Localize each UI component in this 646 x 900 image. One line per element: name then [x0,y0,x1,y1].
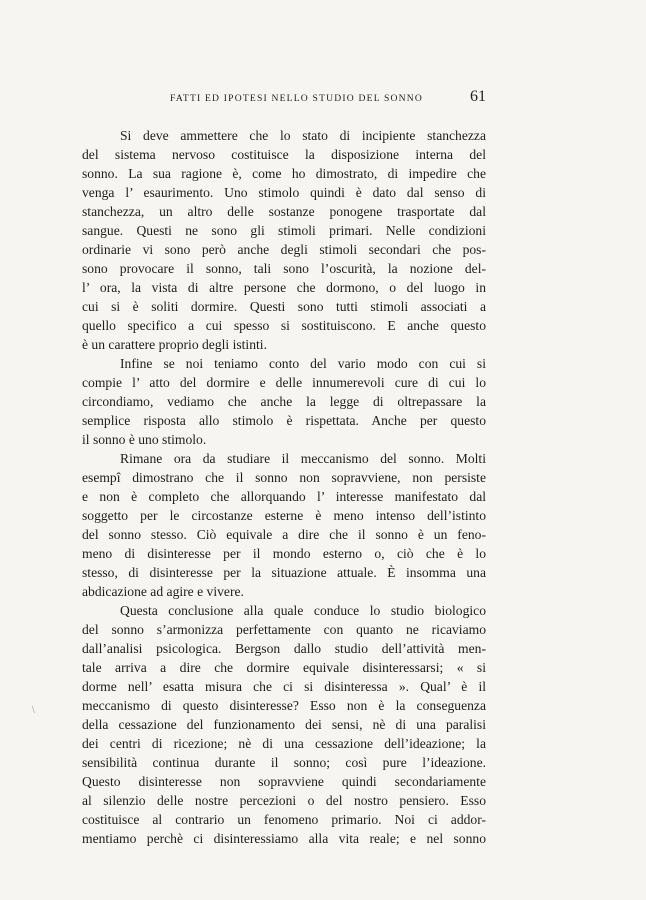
text-line: il sonno è uno stimolo. [82,432,207,447]
text-line: del sonno stesso. Ciò equivale a dire che il sonno è un feno- [82,527,486,542]
text-line: dorme nell’ esatta misura che ci si disinteressa ». Qual’ è il [82,679,486,694]
running-head [82,88,486,110]
text-line: è un carattere proprio degli istinti. [82,337,267,352]
text-line: esempî dimostrano che il sonno non sopravviene, non persiste [82,470,486,485]
text-line: e non è completo che allorquando l’ interesse manifestato dal [82,489,486,504]
text-line: del sonno s’armonizza perfettamente con quanto ne ricaviamo [82,622,486,637]
text-line: ordinarie vi sono però anche degli stimoli secondari che pos- [82,242,486,257]
text-line: della cessazione del funzionamento dei sensi, nè di una paralisi [82,717,486,732]
text-line: semplice risposta allo stimolo è rispettata. Anche per questo [82,413,486,428]
text-line: Rimane ora da studiare il meccanismo del sonno. Molti [120,451,486,466]
text-line: circondiamo, vediamo che anche la legge di oltrepassare la [82,394,486,409]
text-line: stanchezza, un altro delle sostanze ponogene trasportate dal [82,204,486,219]
text-line: Questo disinteresse non sopravviene quindi secondariamente [82,774,486,789]
text-line: dall’analisi psicologica. Bergson dallo studio dell’attività men- [82,641,486,656]
margin-mark: \ [32,705,35,716]
text-line: del sistema nervoso costituisce la disposizione interna del [82,147,486,162]
text-line: al silenzio delle nostre percezioni o del nostro pensiero. Esso [82,793,486,808]
text-line: cui si è soliti dormire. Questi sono tutti stimoli associati a [82,299,486,314]
text-line: sensibilità continua durante il sonno; così pure l’ideazione. [82,755,486,770]
text-line: stesso, di disinteresse per la situazione attuale. È insomma una [82,565,486,580]
text-line: dei centri di ricezione; nè di una cessazione dell’ideazione; la [82,736,486,751]
text-line: meno di disinteresse per il mondo esterno o, ciò che è lo [82,546,486,561]
text-line: sonno. La sua ragione è, come ho dimostrato, di impedire che [82,166,486,181]
text-line: soggetto per le circostanze esterne è meno intenso dell’istinto [82,508,486,523]
text-line: venga l’ esaurimento. Uno stimolo quindi è dato dal senso di [82,185,486,200]
text-line: l’ ora, la vista di altre persone che dormono, o del luogo in [82,280,486,295]
page-number: 61 [470,88,486,105]
running-title: FATTI ED IPOTESI NELLO STUDIO DEL SONNO [170,93,424,104]
text-line: mentiamo perchè ci disinteressiamo alla vita reale; e nel sonno [82,831,486,846]
text-line: meccanismo di questo disinteresse? Esso non è la conseguenza [82,698,486,713]
text-line: sono provocare il sonno, tali sono l’oscurità, la nozione del- [82,261,486,276]
text-line: Questa conclusione alla quale conduce lo studio biologico [120,603,486,618]
text-line: quello specifico a cui spesso si sostituiscono. E anche questo [82,318,486,333]
text-line: tale arriva a dire che dormire equivale disinteressarsi; « si [82,660,486,675]
text-line: sangue. Questi ne sono gli stimoli primari. Nelle condizioni [82,223,486,238]
text-line: costituisce al contrario un fenomeno primario. Noi ci addor- [82,812,486,827]
text-line: Si deve ammettere che lo stato di incipiente stanchezza [120,128,486,143]
text-line: compie l’ atto del dormire e delle innumerevoli cure di cui lo [82,375,486,390]
text-line: abdicazione ad agire e vivere. [82,584,244,599]
text-line: Infine se noi teniamo conto del vario modo con cui si [120,356,486,371]
